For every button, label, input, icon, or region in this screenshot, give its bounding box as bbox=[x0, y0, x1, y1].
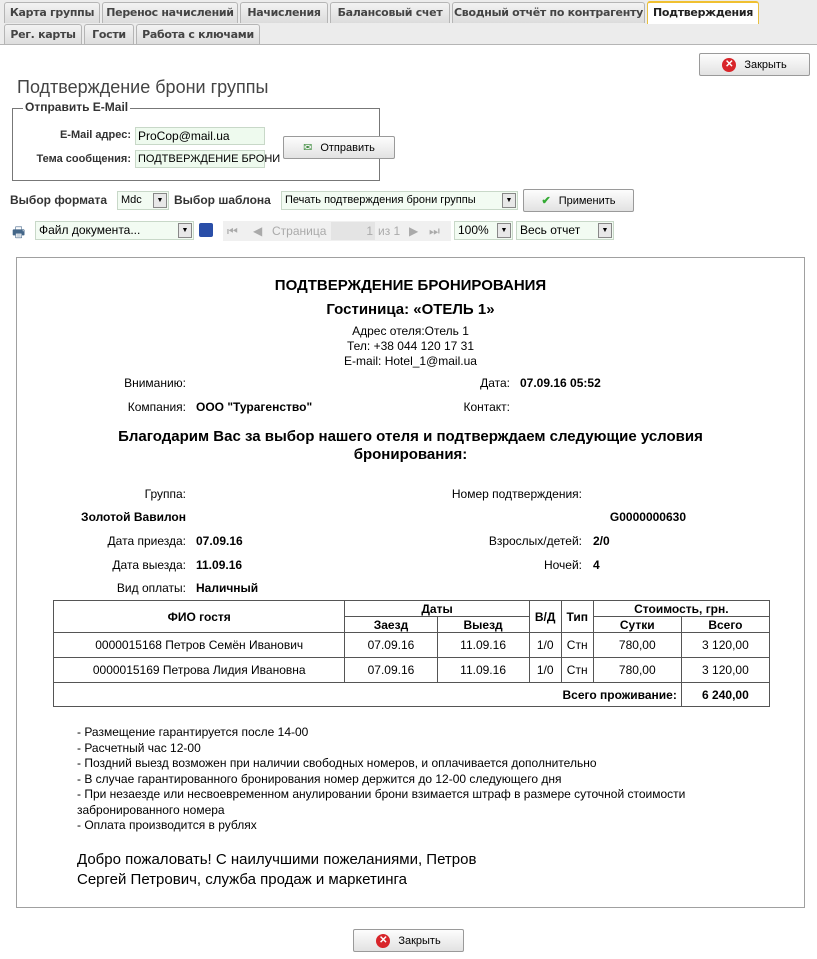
hotel-name: Гостиница: «ОТЕЛЬ 1» bbox=[326, 301, 495, 318]
zoom-select[interactable] bbox=[454, 221, 513, 240]
save-icon[interactable] bbox=[199, 223, 213, 237]
envelope-icon: ✉ bbox=[303, 142, 313, 154]
adults-value: 2/0 bbox=[593, 534, 610, 548]
nights-value: 4 bbox=[593, 558, 600, 572]
email-input[interactable]: ProCop@mail.ua bbox=[135, 127, 265, 145]
thanks-line-1: Благодарим Вас за выбор нашего отеля и подтверждаем следующие условия bbox=[118, 428, 703, 445]
sum-label: Всего проживание: bbox=[54, 683, 682, 707]
send-label: Отправить bbox=[320, 141, 375, 154]
note: - При незаезде или несвоевременном анулировании брони взимается штраф в размере суточной стоимости bbox=[77, 787, 686, 801]
format-select[interactable] bbox=[117, 191, 169, 210]
note: - Расчетный час 12-00 bbox=[77, 740, 201, 755]
template-select[interactable] bbox=[281, 191, 518, 210]
hotel-address: Адрес отеля:Отель 1 bbox=[352, 324, 469, 338]
arrival-value: 07.09.16 bbox=[196, 534, 243, 548]
apply-button[interactable] bbox=[523, 189, 634, 212]
note: - Оплата производится в рублях bbox=[77, 818, 257, 832]
close-label: Закрыть bbox=[744, 58, 787, 71]
tab-reg-cards[interactable]: Рег. карты bbox=[4, 24, 82, 45]
payment-label: Вид оплаты: bbox=[116, 581, 186, 595]
subject-label: Тема сообщения: bbox=[36, 153, 131, 165]
chevron-down-icon: ▼ bbox=[502, 193, 516, 208]
header-cost: Стоимость, грн. bbox=[593, 601, 769, 617]
header-ad: В/Д bbox=[529, 601, 561, 633]
first-page-icon[interactable]: ⏮ bbox=[227, 224, 238, 238]
contact-label: Контакт: bbox=[463, 400, 510, 414]
file-select[interactable] bbox=[35, 221, 194, 240]
view-select[interactable] bbox=[516, 221, 614, 240]
checkin: 07.09.16 bbox=[345, 633, 437, 658]
header-checkin: Заезд bbox=[345, 617, 437, 633]
departure-value: 11.09.16 bbox=[196, 558, 243, 572]
tab-confirmations[interactable]: Подтверждения bbox=[647, 1, 759, 24]
nights-label: Ночей: bbox=[543, 558, 582, 572]
per-day: 780,00 bbox=[593, 658, 681, 683]
note: - Поздний выезд возможен при наличии свободных номеров, и оплачивается дополнительно bbox=[77, 756, 597, 770]
per-day: 780,00 bbox=[593, 633, 681, 658]
tab-bar bbox=[0, 0, 817, 45]
tab-summary-report[interactable]: Сводный отчёт по контрагенту bbox=[452, 2, 645, 23]
checkmark-icon: ✔ bbox=[541, 195, 551, 207]
page-input[interactable]: 1 bbox=[331, 222, 375, 240]
close-button-top[interactable] bbox=[699, 53, 810, 76]
adults-children: 1/0 bbox=[529, 658, 561, 683]
room-type: Стн bbox=[561, 633, 593, 658]
header-per-day: Сутки bbox=[593, 617, 681, 633]
template-value: Печать подтверждения брони группы bbox=[285, 194, 476, 206]
terms-notes bbox=[77, 725, 685, 834]
tab-guests[interactable]: Гости bbox=[84, 24, 134, 45]
send-button[interactable] bbox=[283, 136, 395, 159]
close-label: Закрыть bbox=[398, 934, 441, 947]
template-label: Выбор шаблона bbox=[174, 193, 271, 207]
tab-group-card[interactable]: Карта группы bbox=[4, 2, 100, 23]
close-icon: ✕ bbox=[722, 58, 736, 72]
email-label: E-Mail адрес: bbox=[59, 129, 131, 141]
total: 3 120,00 bbox=[681, 633, 769, 658]
confirmation-label: Номер подтверждения: bbox=[451, 487, 582, 501]
file-value: Файл документа... bbox=[39, 223, 141, 237]
page-navigator bbox=[223, 221, 451, 241]
hotel-phone: Тел: +38 044 120 17 31 bbox=[346, 339, 475, 353]
tab-charges[interactable]: Начисления bbox=[240, 2, 328, 23]
note: забронированного номера bbox=[77, 802, 225, 817]
company-label: Компания: bbox=[127, 400, 186, 414]
closing-text bbox=[77, 850, 476, 890]
thanks-line-2: бронирования: bbox=[353, 446, 468, 463]
zoom-value: 100% bbox=[458, 223, 489, 237]
total: 3 120,00 bbox=[681, 658, 769, 683]
date-value: 07.09.16 05:52 bbox=[520, 376, 601, 390]
group-label: Группа: bbox=[144, 487, 186, 501]
guest-name: 0000015168 Петров Семён Иванович bbox=[54, 633, 345, 658]
prev-page-icon[interactable]: ◀ bbox=[253, 224, 263, 238]
checkin: 07.09.16 bbox=[345, 658, 437, 683]
hotel-email: E-mail: Hotel_1@mail.ua bbox=[344, 354, 477, 368]
departure-label: Дата выезда: bbox=[112, 558, 186, 572]
tab-charge-transfer[interactable]: Перенос начислений bbox=[102, 2, 238, 23]
view-value: Весь отчет bbox=[520, 223, 581, 237]
room-type: Стн bbox=[561, 658, 593, 683]
page-count: из 1 bbox=[378, 224, 401, 238]
sum-value: 6 240,00 bbox=[681, 683, 769, 707]
tab-balance[interactable]: Балансовый счет bbox=[330, 2, 450, 23]
attention-label: Вниманию: bbox=[124, 376, 186, 390]
checkout: 11.09.16 bbox=[437, 633, 529, 658]
page-label: Страница bbox=[272, 224, 327, 238]
format-value: Mdc bbox=[121, 194, 142, 206]
format-label: Выбор формата bbox=[10, 193, 108, 207]
adults-children: 1/0 bbox=[529, 633, 561, 658]
table-row bbox=[54, 658, 770, 683]
close-button-bottom[interactable] bbox=[353, 929, 464, 952]
chevron-down-icon: ▼ bbox=[178, 223, 192, 238]
confirmation-value: G0000000630 bbox=[609, 510, 686, 524]
guests-table bbox=[53, 600, 770, 707]
chevron-down-icon: ▼ bbox=[497, 223, 511, 238]
date-label: Дата: bbox=[480, 376, 510, 390]
header-type: Тип bbox=[561, 601, 593, 633]
page-title: Подтверждение брони группы bbox=[17, 77, 269, 97]
company-value: ООО "Турагенство" bbox=[196, 400, 313, 414]
checkout: 11.09.16 bbox=[437, 658, 529, 683]
chevron-down-icon: ▼ bbox=[153, 193, 167, 208]
print-icon[interactable]: 🖶 bbox=[12, 224, 26, 240]
guest-name: 0000015169 Петрова Лидия Ивановна bbox=[54, 658, 345, 683]
header-dates: Даты bbox=[345, 601, 529, 617]
arrival-label: Дата приезда: bbox=[107, 534, 186, 548]
closing-line-2: Сергей Петрович, служба продаж и маркетинга bbox=[77, 871, 408, 888]
header-checkout: Выезд bbox=[437, 617, 529, 633]
header-total: Всего bbox=[681, 617, 769, 633]
subject-input[interactable]: ПОДТВЕРЖДЕНИЕ БРОНИ bbox=[135, 150, 265, 168]
note: - В случае гарантированного бронирования номер держится до 12-00 следующего дня bbox=[77, 771, 562, 786]
chevron-down-icon: ▼ bbox=[598, 223, 612, 238]
closing-line-1: Добро пожаловать! С наилучшими пожеланиями, Петров bbox=[77, 851, 477, 868]
close-icon: ✕ bbox=[376, 934, 390, 948]
group-value: Золотой Вавилон bbox=[81, 510, 186, 524]
report-viewer bbox=[16, 257, 805, 908]
table-row bbox=[54, 633, 770, 658]
report-title: ПОДТВЕРЖДЕНИЕ БРОНИРОВАНИЯ bbox=[274, 277, 547, 294]
email-fieldset bbox=[12, 100, 380, 181]
header-guest-name: ФИО гостя bbox=[54, 601, 345, 633]
adults-label: Взрослых/детей: bbox=[488, 534, 582, 548]
email-legend: Отправить E-Mail bbox=[25, 100, 129, 114]
payment-value: Наличный bbox=[196, 581, 259, 595]
next-page-icon[interactable]: ▶ bbox=[409, 224, 419, 238]
note: - Размещение гарантируется после 14-00 bbox=[77, 725, 309, 739]
tab-keys[interactable]: Работа с ключами bbox=[136, 24, 260, 45]
apply-label: Применить bbox=[558, 194, 616, 207]
last-page-icon[interactable]: ⏭ bbox=[429, 224, 440, 238]
